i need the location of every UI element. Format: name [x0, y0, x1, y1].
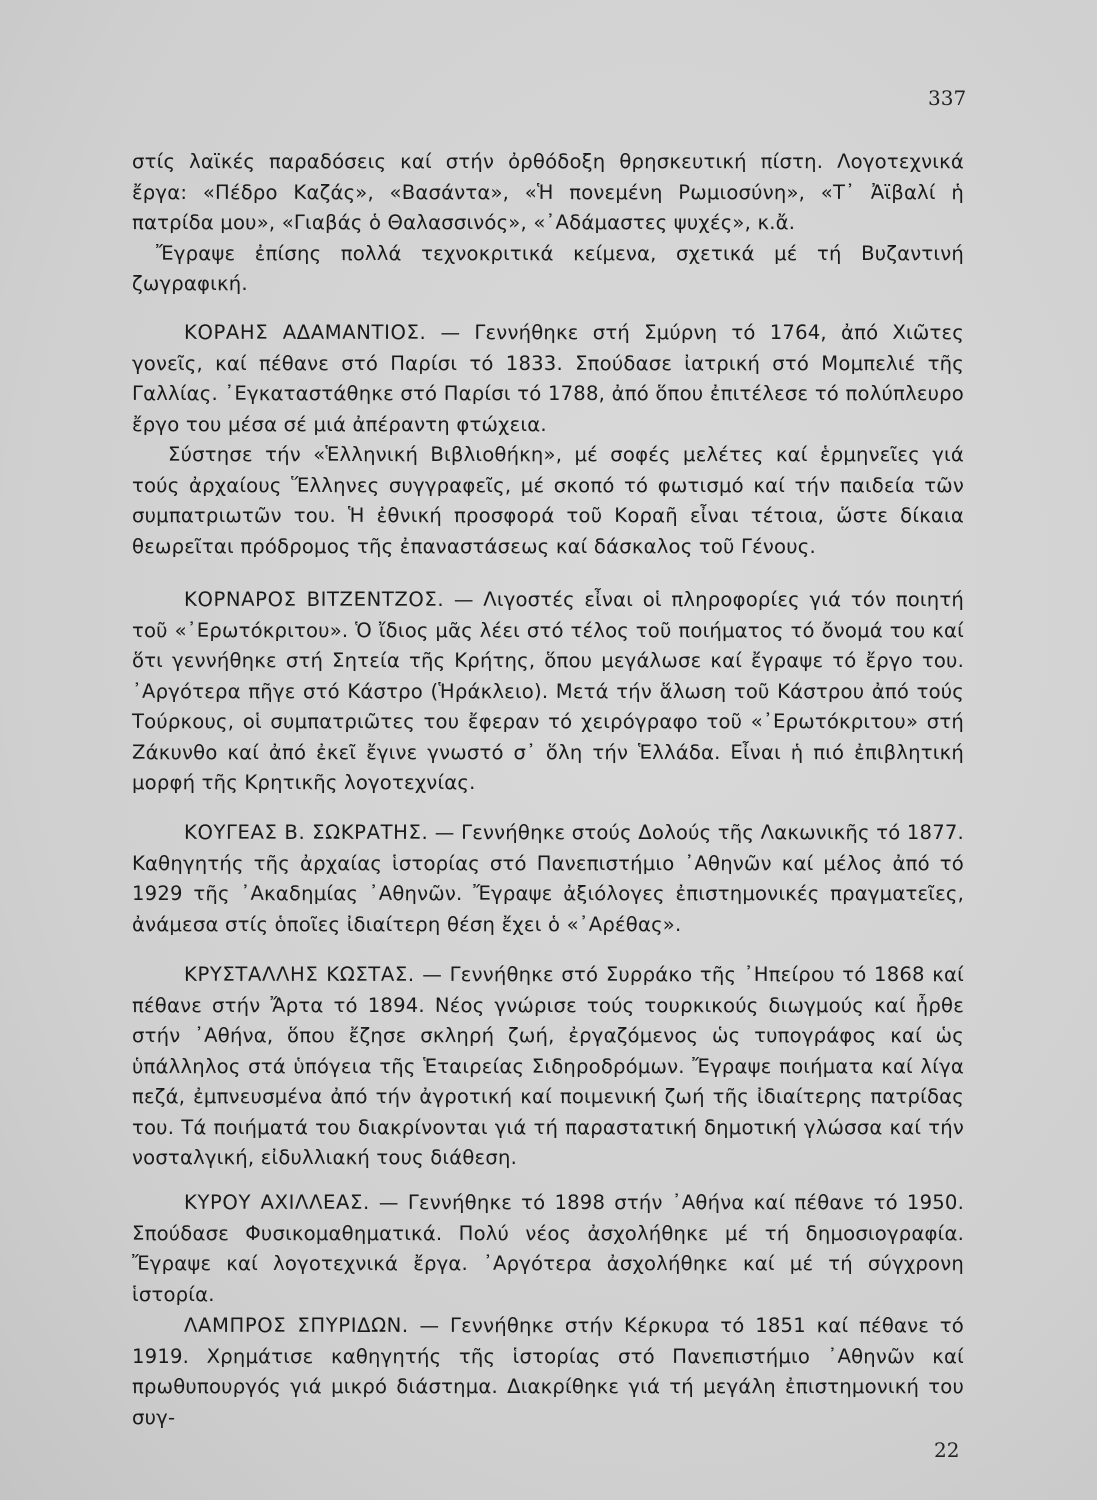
entry-name: ΚΡΥΣΤΑΛΛΗΣ ΚΩΣΤΑΣ.: [184, 963, 415, 986]
entry-text: — Γεννήθηκε στό Συρράκο τῆς ᾿Ηπείρου τό 1868 καί πέθανε στήν Ἄρτα τό 1894. Νέος γνώρισε τούς τουρκικούς διωγμούς καί ἦρθε στήν ᾿Αθήνα, ὅπου ἔζησε σκληρή ζωή, ἐργαζόμενος ὡς τυπογράφος καί ὡς ὑπάλληλος στά ὑπόγεια τῆς Ἑταιρείας Σιδηροδρόμων. Ἔγραψε ποιήματα καί λίγα πεζά, ἐμπνευσμένα ἀπό τήν ἀγροτική καί ποιμενική ζωή τῆς ἰδιαίτερης πατρίδας του. Τά ποιήματά του διακρίνονται γιά τή παραστατική δημοτική γλώσσα καί τήν νοσταλγική, εἰδυλλιακή τους διάθεση.: [132, 963, 964, 1169]
entry-korais: [132, 318, 964, 562]
entry-name: ΛΑΜΠΡΟΣ ΣΠΥΡΙΔΩΝ.: [184, 1314, 409, 1337]
entry-krystallis: [132, 960, 964, 1174]
paragraph: [132, 1188, 964, 1310]
page-number-bottom: 22: [934, 1438, 960, 1462]
entry-name: ΚΥΡΟΥ ΑΧΙΛΛΕΑΣ.: [184, 1191, 370, 1214]
paragraph: [132, 960, 964, 1174]
entry-text: — Γεννήθηκε στή Σμύρνη τό 1764, ἀπό Χιῶτες γονεῖς, καί πέθανε στό Παρίσι τό 1833. Σπούδασε ἰατρική στό Μομπελιέ τῆς Γαλλίας. ᾿Εγκαταστάθηκε στό Παρίσι τό 1788, ἀπό ὅπου ἐπιτέλεσε τό πολύπλευρο ἔργο του μέσα σέ μιά ἀπέραντη φτώχεια.: [132, 321, 964, 436]
entry-name: ΚΟΡΑΗΣ ΑΔΑΜΑΝΤΙΟΣ.: [184, 321, 427, 344]
paragraph: [132, 818, 964, 940]
entry-lampros: [132, 1311, 964, 1433]
paragraph: [132, 1311, 964, 1433]
entry-text: Σύστησε τήν «Ἑλληνική Βιβλιοθήκη», μέ σοφές μελέτες καί ἑρμηνεῖες γιά τούς ἀρχαίους Ἕλληνες συγγραφεῖς, μέ σκοπό τό φωτισμό καί τήν παιδεία τῶν συμπατριωτῶν του. Ἡ ἐθνική προσφορά τοῦ Κοραῆ εἶναι τέτοια, ὥστε δίκαια θεωρεῖται πρόδρομος τῆς ἐπαναστάσεως καί δάσκαλος τοῦ Γένους.: [132, 443, 964, 558]
entry-text: — Λιγοστές εἶναι οἱ πληροφορίες γιά τόν ποιητή τοῦ «᾿Ερωτόκριτου». Ὁ ἴδιος μᾶς λέει στό τέλος τοῦ ποιήματος τό ὄνομά του καί ὅτι γεννήθηκε στή Σητεία τῆς Κρήτης, ὅπου μεγάλωσε καί ἔγραψε τό ἔργο του. ᾿Αργότερα πῆγε στό Κάστρο (Ἡράκλειο). Μετά τήν ἅλωση τοῦ Κάστρου ἀπό τούς Τούρκους, οἱ συμπατριῶτες του ἔφεραν τό χειρόγραφο τοῦ «᾿Ερωτόκριτου» στή Ζάκυνθο καί ἀπό ἐκεῖ ἔγινε γνωστό σ᾿ ὅλη τήν Ἑλλάδα. Εἶναι ἡ πιό ἐπιβλητική μορφή τῆς Κρητικῆς λογοτεχνίας.: [132, 588, 964, 794]
entry-name: ΚΟΡΝΑΡΟΣ ΒΙΤΖΕΝΤΖΟΣ.: [184, 588, 445, 611]
paragraph: [132, 318, 964, 440]
entry-continuation: [132, 147, 964, 300]
entry-kougeas: [132, 818, 964, 940]
entry-name: ΚΟΥΓΕΑΣ Β. ΣΩΚΡΑΤΗΣ.: [184, 821, 429, 844]
entry-kyrou: [132, 1188, 964, 1310]
entry-text: — Γεννήθηκε στούς Δολούς τῆς Λακωνικῆς τό 1877. Καθηγητής τῆς ἀρχαίας ἱστορίας στό Πανεπιστήμιο ᾿Αθηνῶν καί μέλος ἀπό τό 1929 τῆς ᾿Ακαδημίας ᾿Αθηνῶν. Ἔγραψε ἀξιόλογες ἐπιστημονικές πραγματεῖες, ἀνάμεσα στίς ὁποῖες ἰδιαίτερη θέση ἔχει ὁ «᾿Αρέθας».: [132, 821, 964, 936]
entry-kornaros: [132, 585, 964, 799]
entry-text: — Γεννήθηκε τό 1898 στήν ᾿Αθήνα καί πέθανε τό 1950. Σπούδασε Φυσικομαθηματικά. Πολύ νέος ἀσχολήθηκε μέ τή δημοσιογραφία. Ἔγραψε καί λογοτεχνικά ἔργα. ᾿Αργότερα ἀσχολήθηκε καί μέ τή σύγχρονη ἱστορία.: [132, 1191, 964, 1306]
page-number-top: 337: [928, 86, 967, 110]
paragraph: Ἔγραψε ἐπίσης πολλά τεχνοκριτικά κείμενα, σχετικά μέ τή Βυζαντινή ζωγραφική.: [132, 241, 964, 295]
paragraph: στίς λαϊκές παραδόσεις καί στήν ὀρθόδοξη θρησκευτική πίστη. Λογοτεχνικά ἔργα: «Πέδρο Καζάς», «Βασάντα», «Ἡ πονεμένη Ρωμιοσύνη», «Τ᾿ Ἀϊβαλί ἡ πατρίδα μου», «Γιαβάς ὁ Θαλασσινός», «᾿Αδάμαστες ψυχές», κ.ἄ.: [132, 150, 964, 234]
paragraph: [132, 585, 964, 799]
paragraph: [132, 440, 964, 562]
entry-text: — Γεννήθηκε στήν Κέρκυρα τό 1851 καί πέθανε τό 1919. Χρημάτισε καθηγητής τῆς ἱστορίας στό Πανεπιστήμιο ᾿Αθηνῶν καί πρωθυπουργός γιά μικρό διάστημα. Διακρίθηκε γιά τή μεγάλη ἐπιστημονική του συγ-: [132, 1314, 964, 1429]
